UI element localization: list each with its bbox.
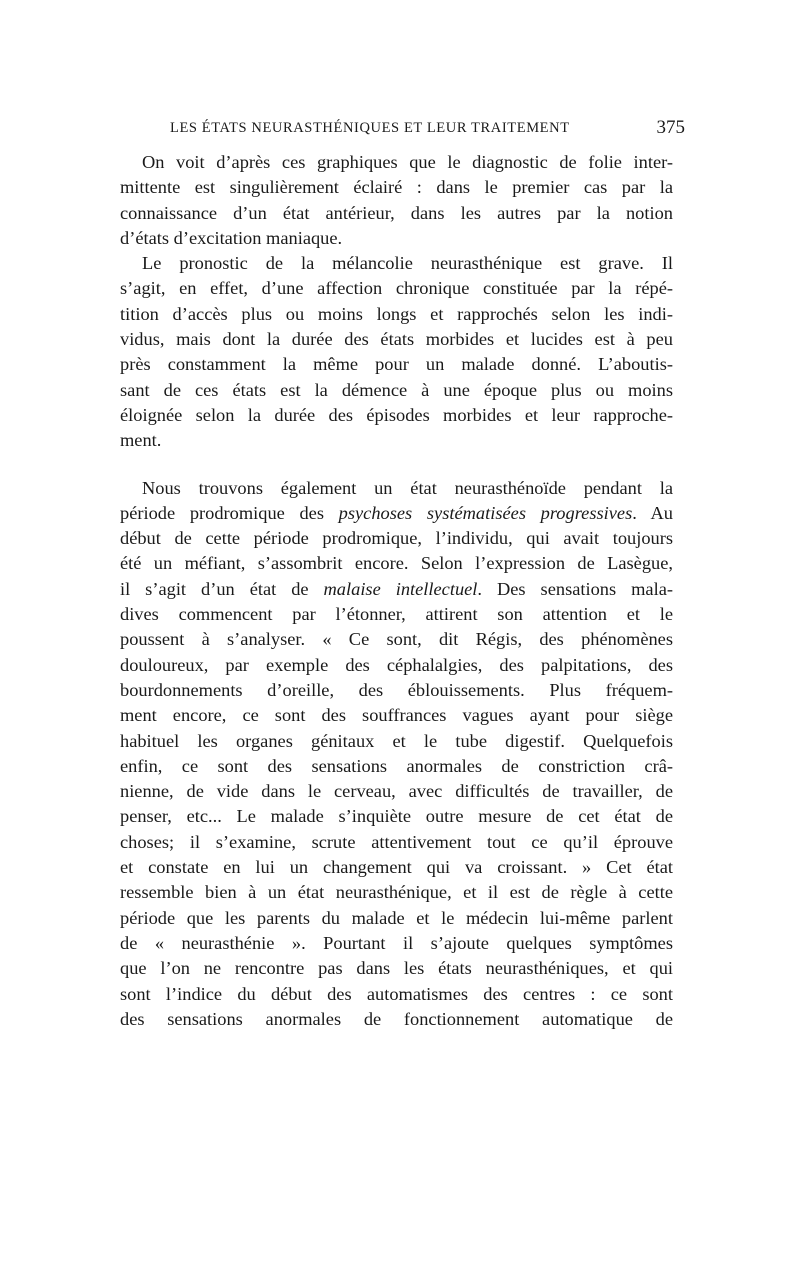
text-line: sant de ces états est la démence à une époque plus ou moins (120, 379, 673, 400)
text-line: de « neurasthénie ». Pourtant il s’ajoute quelques symptômes (120, 932, 673, 953)
text-line: dives commencent par l’étonner, attirent son attention et le (120, 604, 673, 625)
text-line: ment encore, ce sont des souffrances vagues ayant pour siège (120, 705, 673, 726)
running-title: LES ÉTATS NEURASTHÉNIQUES ET LEUR TRAITEMENT (170, 120, 570, 136)
text-line: d’états d’excitation maniaque. (120, 227, 343, 248)
text-segment: . Des sensations mala- (477, 578, 673, 599)
italic-term: psychoses systématisées progressives (338, 502, 633, 523)
text-line: début de cette période prodromique, l’individu, qui avait toujours (120, 528, 673, 549)
text-line: été un méfiant, s’assombrit encore. Selon l’expression de Lasègue, (120, 553, 673, 574)
text-line: habituel les organes génitaux et le tube digestif. Quelquefois (120, 730, 673, 751)
page-number: 375 (656, 117, 685, 138)
text-line-with-italic (120, 577, 673, 602)
text-line: poussent à s’analyser. « Ce sont, dit Régis, des phénomènes (120, 629, 673, 650)
text-line: On voit d’après ces graphiques que le diagnostic de folie inter- (142, 152, 673, 172)
text-line: choses; il s’examine, scrute attentivement tout ce qu’il éprouve (120, 831, 673, 852)
text-segment: . Au (632, 502, 673, 523)
text-line: connaissance d’un état antérieur, dans les autres par la notion (120, 202, 673, 223)
paragraph-gap (120, 454, 673, 476)
text-line: bourdonnements d’oreille, des éblouissements. Plus fréquem- (120, 679, 673, 700)
text-line: s’agit, en effet, d’une affection chronique constituée par la répé- (120, 278, 673, 299)
text-line: sont l’indice du début des automatismes des centres : ce sont (120, 983, 673, 1004)
text-line: Le pronostic de la mélancolie neurasthénique est grave. Il (142, 253, 673, 274)
running-header (170, 117, 685, 139)
text-line: Nous trouvons également un état neurasthénoïde pendant la (142, 477, 673, 498)
italic-term: malaise intellectuel (323, 578, 478, 599)
text-line: vidus, mais dont la durée des états morbides et lucides est à peu (120, 329, 673, 350)
paragraph-2 (120, 251, 673, 453)
text-line: que l’on ne rencontre pas dans les états neurasthéniques, et qui (120, 958, 673, 979)
text-line: douloureux, par exemple des céphalalgies, des palpitations, des (120, 654, 673, 675)
text-line: des sensations anormales de fonctionnement automatique de (120, 1008, 673, 1029)
text-line: enfin, ce sont des sensations anormales de constriction crâ- (120, 755, 673, 776)
text-line: et constate en lui un changement qui va croissant. » Cet état (120, 857, 673, 878)
text-line: nienne, de vide dans le cerveau, avec difficultés de travailler, de (120, 781, 673, 802)
text-segment: période prodromique des (120, 502, 339, 523)
text-line: tition d’accès plus ou moins longs et rapprochés selon les indi- (120, 303, 673, 324)
text-line: mittente est singulièrement éclairé : dans le premier cas par la (120, 177, 673, 198)
text-line-with-italic (120, 501, 673, 526)
text-line: ressemble bien à un état neurasthénique, et il est de règle à cette (120, 882, 673, 903)
text-line: penser, etc... Le malade s’inquiète outre mesure de cet état de (120, 806, 673, 827)
paragraph-3 (120, 476, 673, 1033)
text-segment: il s’agit d’un état de (120, 578, 324, 599)
text-line: ment. (120, 430, 162, 451)
text-line: éloignée selon la durée des épisodes morbides et leur rapproche- (120, 404, 673, 425)
text-line: près constamment la même pour un malade donné. L’aboutis- (120, 354, 673, 375)
body-text (120, 150, 673, 1032)
paragraph-1 (120, 150, 673, 251)
text-line: période que les parents du malade et le médecin lui-même parlent (120, 907, 673, 928)
